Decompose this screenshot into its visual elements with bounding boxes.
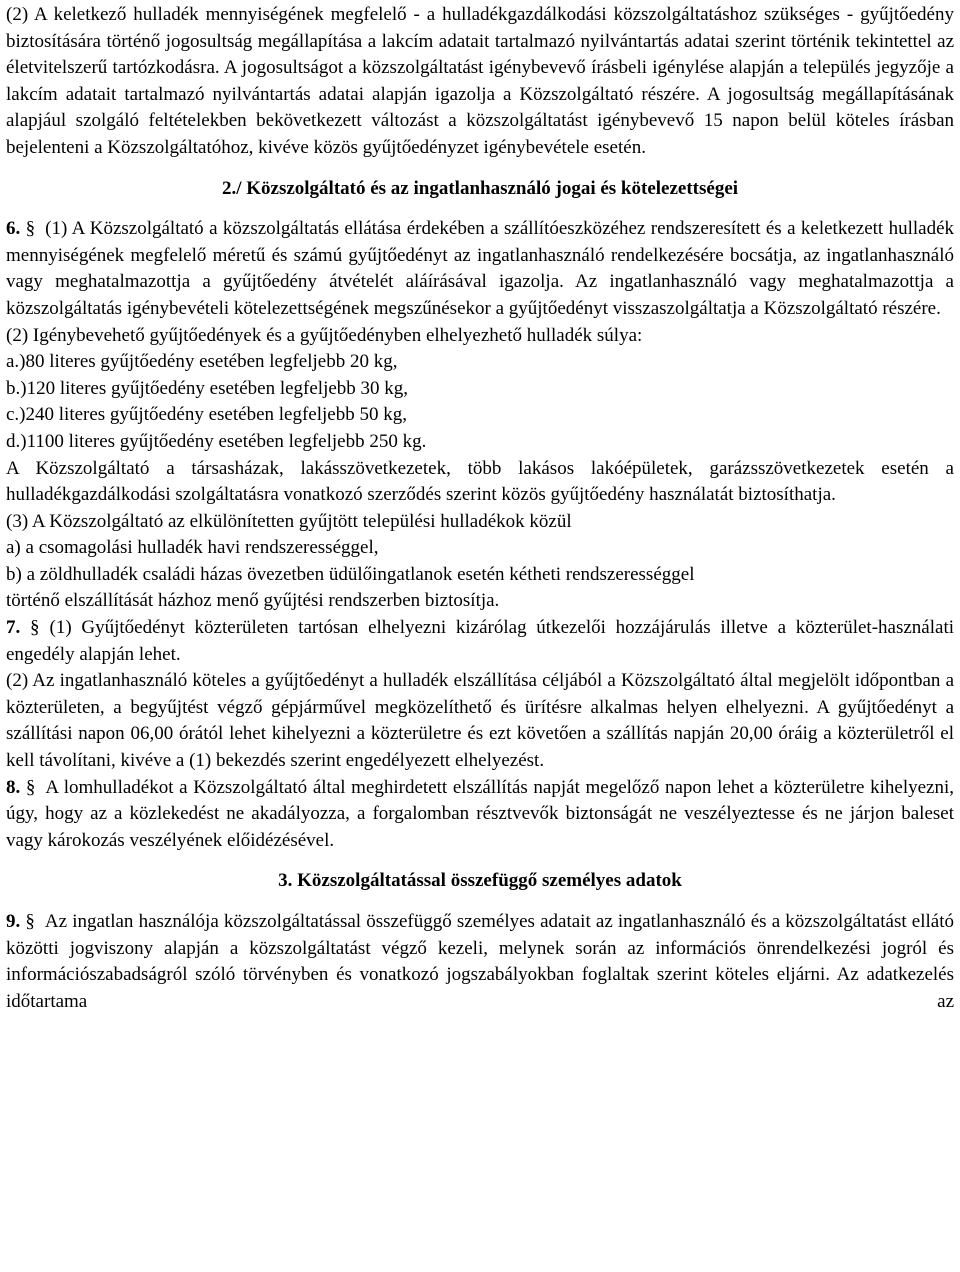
list-item: a.)80 literes gyűjtőedény esetében legfeljebb 20 kg,	[6, 351, 398, 373]
list-item: d.)1100 literes gyűjtőedény esetében legfeljebb 250 kg.	[6, 430, 427, 452]
section-number: 9.	[6, 911, 21, 932]
spacer	[6, 162, 954, 176]
spacer	[6, 895, 954, 909]
paragraph-section-6-3-end: történő elszállítását házhoz menő gyűjtési rendszerben biztosítja.	[6, 590, 500, 612]
section-heading-3: 3. Közszolgáltatással összefüggő személyes adatok	[278, 870, 682, 892]
paragraph-section-7-2: (2) Az ingatlanhasználó köteles a gyűjtőedényt a hulladék elszállítása céljából a Közszolgáltató által megjelölt időpontban a közterületen, a begyűjtést végző gépjárművel megközelíthető és ürítésre alkalmas helyen elhelyezni. A gyűjtőedényt a szállítási napon 06,00 órától lehet kihelyezni a közterületre és ezt követően a szállítás napján 20,00 óráig a közterületről el kell távolítani, kivéve a (1) bekezdés szerint engedélyezett elhelyezést.	[6, 670, 954, 772]
section-symbol: §	[25, 776, 36, 798]
paragraph-section-6-3: (3) A Közszolgáltató az elkülönítetten gyűjtött települési hulladékok közül	[6, 510, 572, 532]
section-symbol: §	[30, 617, 40, 639]
spacer	[6, 202, 954, 216]
paragraph-section-6-2: (2) Igénybevehető gyűjtőedények és a gyűjtőedényben elhelyezhető hulladék súlya:	[6, 324, 643, 346]
section-heading-2: 2./ Közszolgáltató és az ingatlanhasználó jogai és kötelezettségei	[221, 177, 739, 199]
paragraph-section-9	[6, 909, 954, 1015]
paragraph-shared-containers: A Közszolgáltató a társasházak, lakásszövetkezetek, több lakásos lakóépületek, garázsszövetkezetek esetén a hulladékgazdálkodási szolgáltatásra vonatkozó szerződés szerint közös gyűjtőedény használatát biztosíthatja.	[6, 457, 954, 506]
section-text: (1) Gyűjtőedényt közterületen tartósan elhelyezni kizárólag útkezelői hozzájárulás illetve a közterület-használati engedély alapján lehet.	[6, 617, 955, 665]
section-text: Az ingatlan használója közszolgáltatással összefüggő személyes adatait az ingatlanhasználó és a közszolgáltatást ellátó közötti jogviszony alapján a közszolgáltatást végző kezeli, melynek során az információs önrendelkezési jogról és információszabadságról szóló törvényben és vonatkozó jogszabályokban foglaltak szerint köteles eljárni. Az adatkezelés időtartama az	[6, 911, 955, 1012]
section-number: 7.	[6, 617, 21, 639]
document-page	[6, 2, 954, 1015]
paragraph-section-7-1	[6, 615, 954, 668]
paragraph-section-8	[6, 775, 954, 855]
list-item: a) a csomagolási hulladék havi rendszerességgel,	[6, 537, 379, 559]
paragraph-collection-entitlement: (2) A keletkező hulladék mennyiségének megfelelő - a hulladékgazdálkodási közszolgáltatáshoz szükséges - gyűjtőedény biztosítására történő jogosultság megállapítása a lakcím adatait tartalmazó nyilvántartás adatai szerint történik tekintettel az életvitelszerű tartózkodásra. A jogosultságot a közszolgáltatást igénybevevő írásbeli igénylése alapján a település jegyzője a lakcím adatait tartalmazó nyilvántartás adatai alapján igazolja a Közszolgáltató részére. A jogosultság megállapításának alapjául szolgáló feltételekben bekövetkezett változást a közszolgáltatást igénybevevő 15 napon belül köteles írásban bejelenteni a Közszolgáltatóhoz, kivéve közös gyűjtőedényzet igénybevétele esetén.	[6, 4, 954, 158]
section-text: (1) A Közszolgáltató a közszolgáltatás ellátása érdekében a szállítóeszközéhez rendszeresített és a keletkezett hulladék mennyiségének megfelelő méretű és számú gyűjtőedényt az ingatlanhasználó rendelkezésére bocsátja, az ingatlanhasználó vagy meghatalmazottja a gyűjtőedény átvételét aláírásával igazolja. Az ingatlanhasználó vagy meghatalmazottja a közszolgáltatás igénybevételi kötelezettségének megszűnésekor a gyűjtőedényt visszaszolgáltatja a Közszolgáltató részére.	[6, 218, 955, 319]
section-symbol: §	[25, 218, 36, 240]
list-item: c.)240 literes gyűjtőedény esetében legfeljebb 50 kg,	[6, 404, 407, 426]
list-item: b.)120 literes gyűjtőedény esetében legfeljebb 30 kg,	[6, 377, 409, 399]
section-text: A lomhulladékot a Közszolgáltató által meghirdetett elszállítás napját megelőző napon lehet a közterületre kihelyezni, úgy, hogy az a közlekedést ne akadályozza, a forgalomban résztvevők biztonságát ne veszélyeztesse és ne járjon baleset vagy károkozás veszélyének előidézésével.	[6, 776, 954, 851]
list-item: b) a zöldhulladék családi házas övezetben üdülőingatlanok esetén kétheti rendszerességgel	[6, 563, 695, 585]
section-number: 8.	[6, 776, 21, 798]
spacer	[6, 854, 954, 868]
paragraph-section-6-1	[6, 216, 954, 322]
section-number: 6.	[6, 218, 21, 240]
section-symbol: §	[25, 911, 35, 932]
